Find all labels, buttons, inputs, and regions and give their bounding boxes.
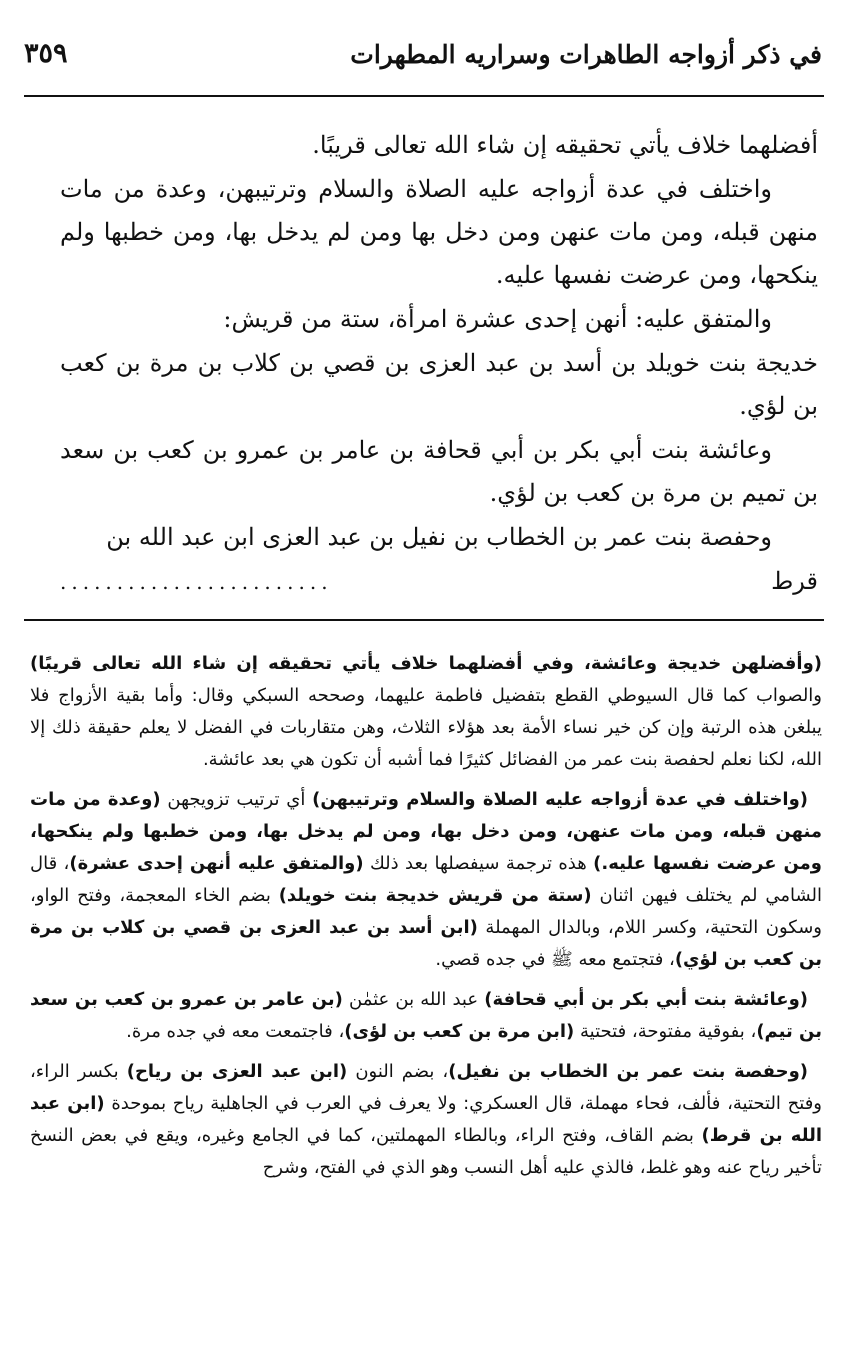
commentary-text: ، بفوقية مفتوحة، فتحتية	[574, 1021, 757, 1042]
commentary-paragraph	[30, 1056, 822, 1184]
continuation-line	[60, 560, 818, 604]
quoted-matn: (وحفصة بنت عمر بن الخطاب بن نفيل)	[448, 1061, 809, 1082]
quoted-matn: (وأفضلهن خديجة وعائشة، وفي أفضلهما خلاف يأتي تحقيقه إن شاء الله تعالى قريبًا)	[30, 653, 822, 674]
commentary-text: أي ترتيب تزويجهن	[160, 789, 313, 810]
commentary-paragraph	[30, 648, 822, 776]
continuation-word: قرط	[771, 567, 818, 595]
commentary-rule	[24, 619, 824, 621]
quoted-matn: (ابن أسد بن عبد العزى بن قصي بن كلاب بن مرة بن كعب بن لؤي)	[30, 917, 822, 970]
page-header	[24, 40, 822, 80]
main-paragraph: وحفصة بنت عمر بن الخطاب بن نفيل بن عبد العزى ابن عبد الله بن	[106, 523, 772, 551]
commentary-text: عبد الله بن عثمٰن	[342, 989, 485, 1010]
quoted-matn: (وعائشة بنت أبي بكر بن أبي قحافة)	[484, 989, 808, 1010]
quoted-matn: (والمتفق عليه أنهن إحدى عشرة)	[69, 853, 364, 874]
commentary-text: بضم القاف، وفتح الراء، وبالطاء المهملتين، كما في الجامع وغيره، ويقع في بعض النسخ تأخير رياح عنه وهو غلط، فالذي عليه أهل النسب وهو الذي في الفتح، وشرح	[30, 1125, 822, 1178]
commentary-paragraph	[30, 784, 822, 976]
main-paragraph: وعائشة بنت أبي بكر بن أبي قحافة بن عامر بن عمرو بن كعب بن سعد بن تميم بن مرة بن كعب بن لؤي.	[60, 436, 818, 507]
commentary-text: بضم الخاء المعجمة، وفتح الواو، وسكون التحتية، وكسر اللام، وبالدال المهملة	[30, 885, 822, 938]
main-paragraph: والمتفق عليه: أنهن إحدى عشرة امرأة، ستة من قريش:	[223, 305, 772, 333]
quoted-matn: (وعدة من مات منهن قبله، ومن مات عنهن، ومن دخل بها، ومن لم يدخل بها، ومن خطبها ولم ينكحها، ومن عرضت نفسها عليه.)	[30, 789, 822, 874]
running-title: في ذكر أزواجه الطاهرات وسراريه المطهرات	[350, 40, 822, 69]
main-text	[60, 124, 818, 604]
continuation-dots: ........................	[60, 570, 333, 594]
main-paragraph: أفضلهما خلاف يأتي تحقيقه إن شاء الله تعالى قريبًا.	[312, 131, 818, 159]
page-number: ٣٥٩	[24, 38, 68, 69]
commentary-text: ، فتجتمع معه ﷺ في جده قصي.	[435, 949, 675, 970]
commentary-paragraph	[30, 984, 822, 1048]
quoted-matn: (بن عامر بن عمرو بن كعب بن سعد بن تيم)	[30, 989, 822, 1042]
commentary-text: ، قال الشامي لم يختلف فيهن اثنان	[30, 853, 822, 906]
main-paragraph: واختلف في عدة أزواجه عليه الصلاة والسلام وترتيبهن، وعدة من مات منهن قبله، ومن مات عنهن ومن دخل بها ومن لم يدخل بها، ومن خطبها ولم ينكحها، ومن عرضت نفسها عليه.	[60, 175, 818, 289]
commentary-text: ، فاجتمعت معه في جده مرة.	[126, 1021, 345, 1042]
quoted-matn: (ابن عبد العزى بن رياح)	[126, 1061, 348, 1082]
commentary-text: هذه ترجمة سيفصلها بعد ذلك	[363, 853, 594, 874]
header-rule	[24, 95, 824, 97]
commentary-text: والصواب كما قال السيوطي القطع بتفضيل فاطمة عليهما، وصححه السبكي وقال: وأما بقية الأزواج فلا يبلغن هذه الرتبة وإن كن خير نساء الأمة بعد هؤلاء الثلاث، وهن متقاربات في الفضل لا يعلم حقيقة ذلك إلا الله، لكنا نعلم لحفصة بنت عمر من الفضائل كثيرًا فما أشبه أن تكون هي بعد عائشة.	[30, 685, 822, 770]
quoted-matn: (ابن عبد الله بن قرط)	[30, 1093, 822, 1146]
quoted-matn: (ستة من قريش خديجة بنت خويلد)	[278, 885, 592, 906]
quoted-matn: (واختلف في عدة أزواجه عليه الصلاة والسلام وترتيبهن)	[312, 789, 809, 810]
commentary-text: بكسر الراء، وفتح التحتية، فألف، فحاء مهملة، قال العسكري: ولا يعرف في العرب في الجاهلية رياح بموحدة	[30, 1061, 822, 1114]
main-paragraph: خديجة بنت خويلد بن أسد بن عبد العزى بن قصي بن كلاب بن مرة بن كعب بن لؤي.	[60, 349, 818, 420]
quoted-matn: (ابن مرة بن كعب بن لؤى)	[344, 1021, 575, 1042]
commentary	[30, 648, 822, 1192]
commentary-text: ، بضم النون	[347, 1061, 449, 1082]
